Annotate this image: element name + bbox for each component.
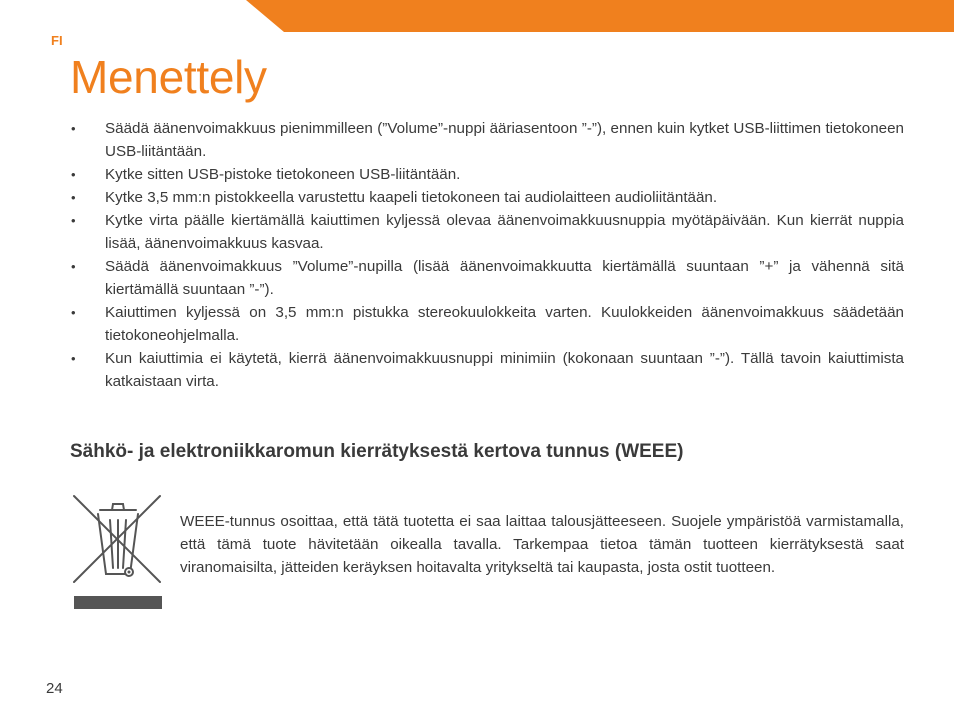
list-item-text: Kun kaiuttimia ei käytetä, kierrä äänenvoimakkuusnuppi minimiin (kokonaan suuntaan ”-”). Tällä tavoin kaiuttimista katkaistaan virta. [105, 350, 904, 390]
bullet-marker: • [71, 167, 76, 182]
list-item-text: Kytke 3,5 mm:n pistokkeella varustettu kaapeli tietokoneen tai audiolaitteen audioliitäntään. [105, 189, 718, 206]
header-accent-bar [246, 0, 954, 32]
list-item-text: Säädä äänenvoimakkuus ”Volume”-nupilla (lisää äänenvoimakkuutta kiertämällä suuntaan ”+” ja vähennä sitä kiertämällä suuntaan ”-”). [105, 258, 904, 298]
list-item-text: Säädä äänenvoimakkuus pienimmilleen (”Volume”-nuppi ääriasentoon ”-”), ennen kuin kytket USB-liittimen tietokoneen USB-liitäntään. [105, 120, 904, 160]
weee-heading: Sähkö- ja elektroniikkaromun kierrätyksestä kertova tunnus (WEEE) [70, 441, 684, 462]
bullet-marker: • [71, 213, 76, 228]
list-item [70, 117, 904, 163]
list-item [70, 255, 904, 301]
list-item-text: Kytke sitten USB-pistoke tietokoneen USB-liitäntään. [105, 166, 461, 183]
list-item-text: Kaiuttimen kyljessä on 3,5 mm:n pistukka stereokuulokkeita varten. Kuulokkeiden äänenvoimakkuus säädetään tietokoneohjelmalla. [105, 304, 904, 344]
list-item [70, 163, 904, 186]
list-item-text: Kytke virta päälle kiertämällä kaiuttimen kyljessä olevaa äänenvoimakkuusnuppia myötäpäivään. Kun kierrät nuppia lisää, äänenvoimakkuus kasvaa. [105, 212, 904, 252]
list-item [70, 209, 904, 255]
language-label: FI [51, 33, 63, 48]
page-title: Menettely [70, 51, 267, 103]
instruction-list [70, 117, 904, 393]
page-number: 24 [46, 680, 63, 697]
weee-description: WEEE-tunnus osoittaa, että tätä tuotetta ei saa laittaa talousjätteeseen. Suojele ympäristöä varmistamalla, että tämä tuote hävitetään oikealla tavalla. Tarkempaa tietoa tämän tuotteen kierrätyksestä saat viranomaisilta, jätteiden keräyksen hoitavalta yritykseltä tai kaupasta, josta ostit tuotteen. [180, 513, 904, 576]
bullet-marker: • [71, 259, 76, 274]
bullet-marker: • [71, 190, 76, 205]
bullet-marker: • [71, 121, 76, 136]
crossed-out-wheelie-bin-icon [70, 492, 164, 610]
bullet-marker: • [71, 351, 76, 366]
bullet-marker: • [71, 305, 76, 320]
list-item [70, 301, 904, 347]
list-item [70, 186, 904, 209]
list-item [70, 347, 904, 393]
